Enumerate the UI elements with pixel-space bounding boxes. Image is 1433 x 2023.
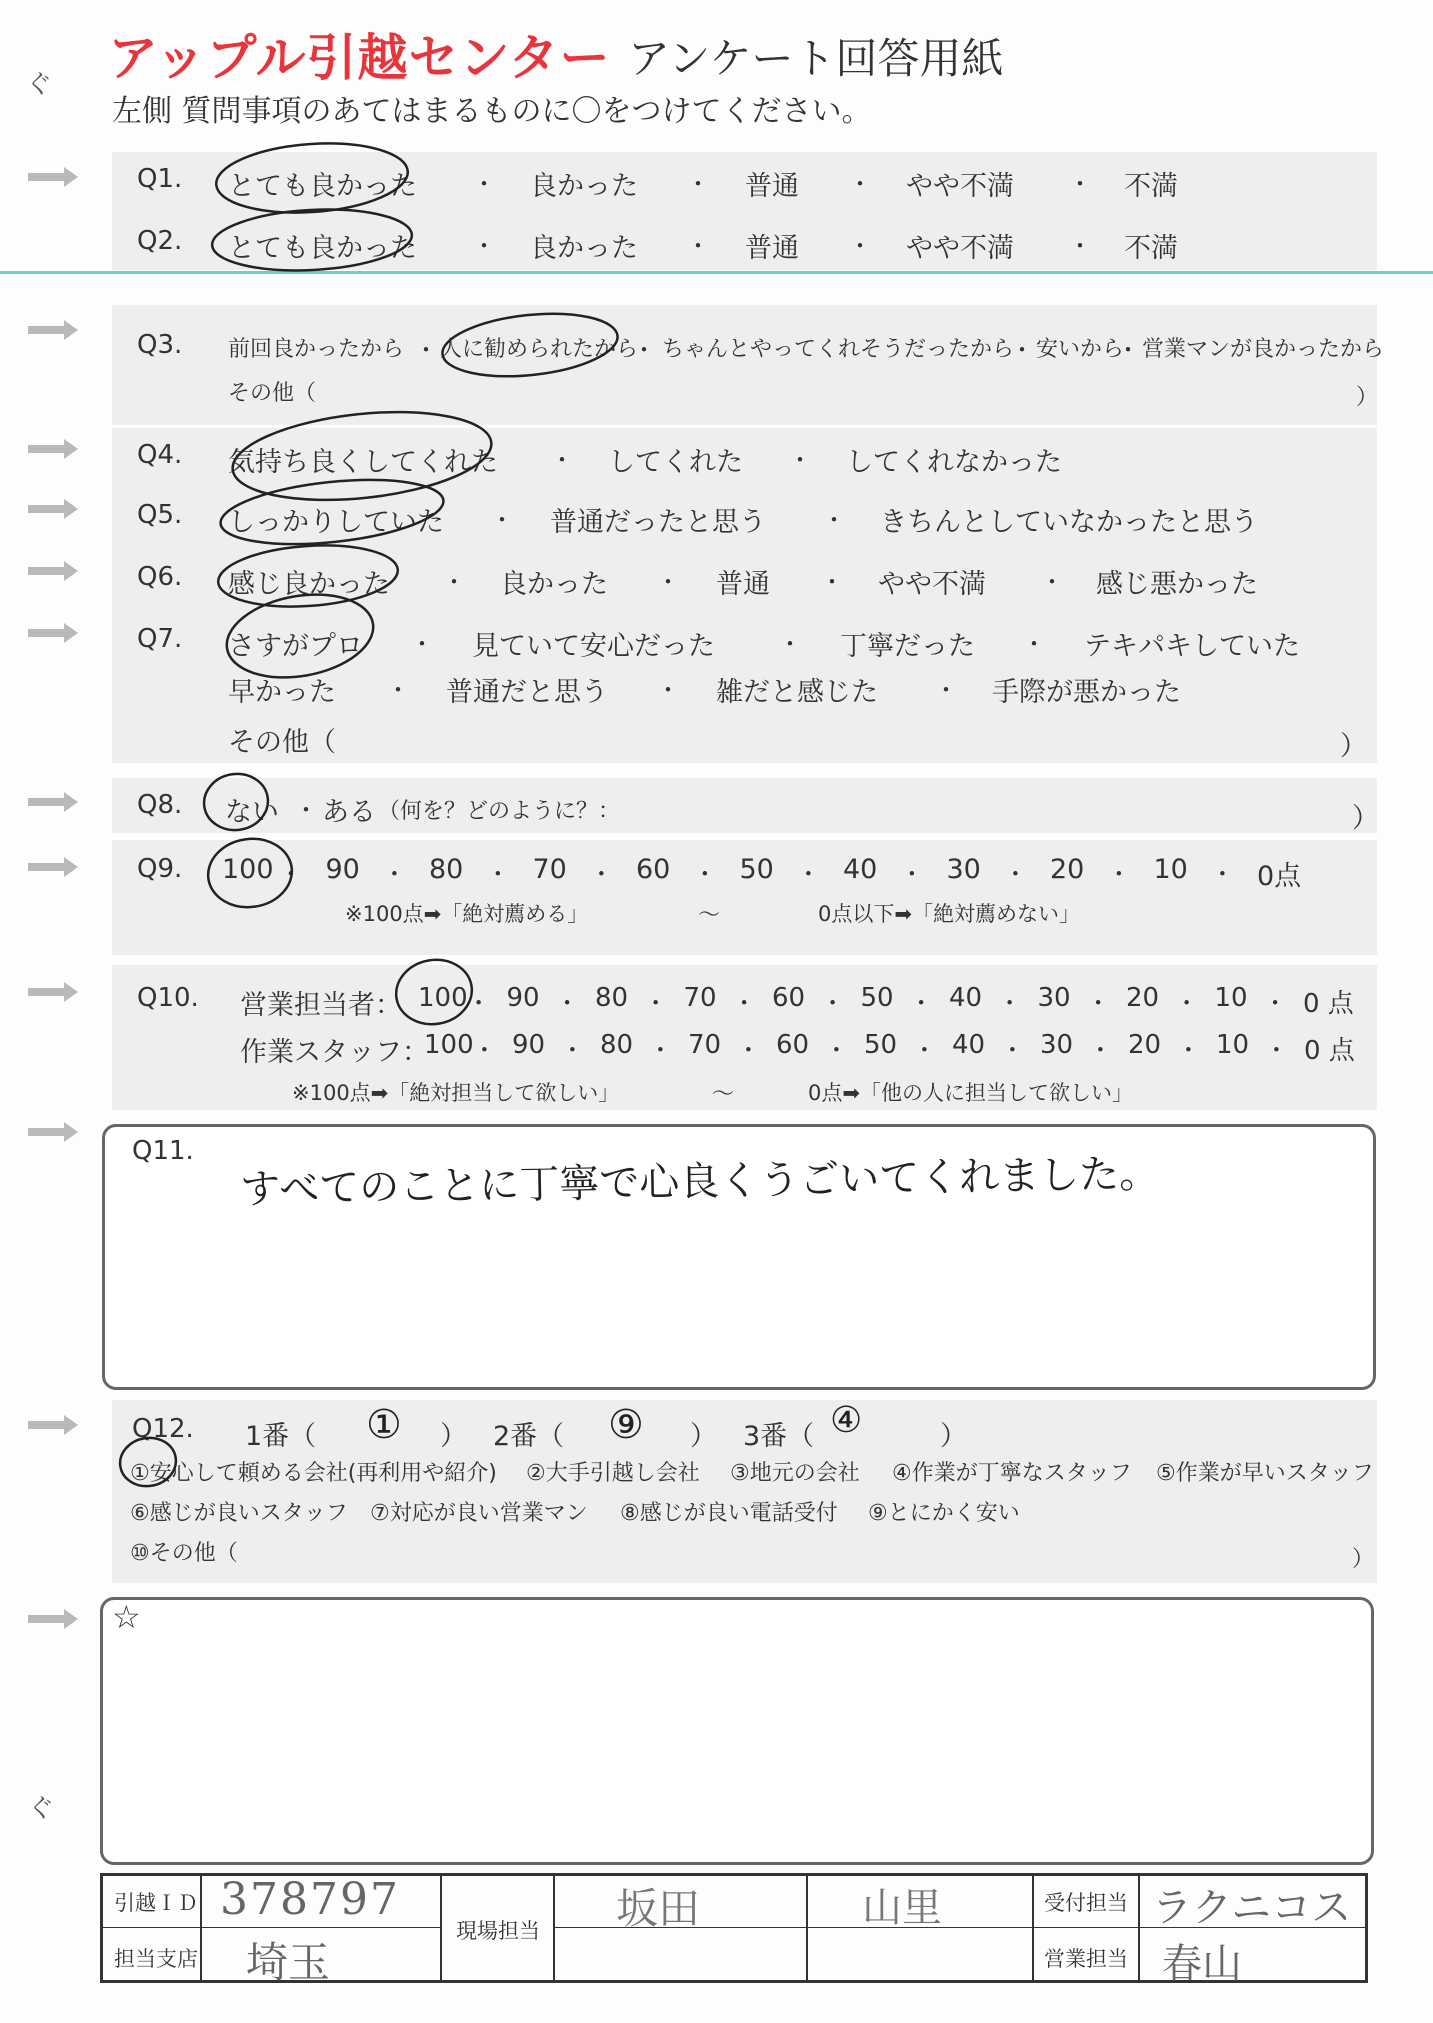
arrow-icon <box>28 795 78 809</box>
q12-rank1-label: 1番（ <box>245 1421 317 1452</box>
q7-option-3[interactable]: 丁寧だった <box>840 631 975 662</box>
q3-option-1[interactable]: 前回良かったから <box>228 337 405 362</box>
q9-score-2[interactable]: 80 <box>429 854 464 885</box>
q9-note-right: 0点以下➡「絶対薦めない」 <box>818 902 1080 926</box>
q10-staff-score-9[interactable]: 10 <box>1216 1030 1250 1060</box>
separator: ・ <box>550 446 574 474</box>
arrow-icon <box>28 1612 78 1626</box>
separator: ・ <box>822 506 846 534</box>
separator: ・ <box>490 506 514 534</box>
q10-staff-score-10[interactable]: 0 点 <box>1304 1036 1355 1066</box>
separator: ・ <box>820 568 844 596</box>
separator: ・ <box>1086 989 1111 1017</box>
q1-number: Q1. <box>137 164 183 194</box>
q10-note-left: ※100点➡「絶対担当して欲しい」 <box>292 1081 620 1105</box>
q3-option-2[interactable]: 人に勧められたから <box>440 337 639 362</box>
q12-choice-1[interactable]: ①安心して頼める会社(再利用や紹介) <box>130 1461 497 1486</box>
margin-pencil-mark: ぐ <box>28 1794 55 1824</box>
footer-divider <box>200 1873 202 1983</box>
q1-option-3[interactable]: 普通 <box>745 171 799 202</box>
q10-note-right: 0点➡「他の人に担当して欲しい」 <box>808 1081 1133 1105</box>
q6-option-1[interactable]: 感じ良かった <box>228 569 390 600</box>
q10-number: Q10. <box>137 983 199 1013</box>
separator: ・ <box>899 860 924 888</box>
q8-detail-close: ） <box>1352 803 1379 834</box>
separator: ・ <box>1010 336 1034 364</box>
q2-option-1[interactable]: とても良かった <box>228 233 417 264</box>
q10-sales-score-3[interactable]: 70 <box>683 983 717 1013</box>
q9-note-left: ※100点➡「絶対薦める」 <box>345 902 589 926</box>
q12-other-close: ） <box>1352 1547 1375 1572</box>
q4-option-3[interactable]: してくれなかった <box>846 447 1062 478</box>
q9-score-0[interactable]: 100 <box>222 854 274 885</box>
q6-option-3[interactable]: 普通 <box>716 569 770 600</box>
q9-note-mid: ～ <box>698 903 721 928</box>
q7-option-1[interactable]: さすがプロ <box>228 631 363 662</box>
separator: ・ <box>414 336 438 364</box>
q6-option-2[interactable]: 良かった <box>500 569 608 600</box>
arrow-icon <box>28 170 78 184</box>
q5-number: Q5. <box>137 500 183 530</box>
q2-number: Q2. <box>137 226 183 256</box>
separator: ・ <box>278 860 303 888</box>
q10-sales-score-9[interactable]: 10 <box>1214 983 1248 1013</box>
footer-divider <box>806 1873 808 1983</box>
q12-rank1-value[interactable]: ① <box>366 1402 402 1448</box>
separator: ・ <box>997 989 1022 1017</box>
q7-option-6[interactable]: 普通だと思う <box>446 677 608 708</box>
q1-option-1[interactable]: とても良かった <box>228 171 417 202</box>
q12-choice-9[interactable]: ⑨とにかく安い <box>868 1501 1020 1526</box>
q9-number: Q9. <box>137 854 183 884</box>
q12-choice-8[interactable]: ⑧感じが良い電話受付 <box>620 1501 838 1526</box>
q8-number: Q8. <box>137 790 183 820</box>
arrow-icon <box>28 564 78 578</box>
q12-choice-4[interactable]: ④作業が丁寧なスタッフ <box>892 1461 1132 1486</box>
q8-option-none[interactable]: ない <box>225 797 279 828</box>
q2-option-2[interactable]: 良かった <box>530 233 638 264</box>
footer-divider <box>100 1927 440 1928</box>
separator: ・ <box>692 860 717 888</box>
q12-rank2-label: 2番（ <box>493 1421 565 1452</box>
q9-score-3[interactable]: 70 <box>532 854 567 885</box>
q12-choice-6[interactable]: ⑥感じが良いスタッフ <box>130 1501 348 1526</box>
separator: ・ <box>820 989 845 1017</box>
separator: ・ <box>686 232 710 260</box>
separator: ・ <box>934 676 958 704</box>
separator: ・ <box>560 1036 585 1064</box>
sales-rep-value[interactable]: 春山 <box>1162 1941 1242 1987</box>
q7-other-label: その他（ <box>228 727 336 758</box>
q9-score-6[interactable]: 40 <box>843 854 878 885</box>
reception-label: 受付担当 <box>1044 1891 1128 1915</box>
q7-option-7[interactable]: 雑だと感じた <box>716 677 878 708</box>
q10-staff-score-8[interactable]: 20 <box>1128 1030 1162 1060</box>
q10-staff-score-4[interactable]: 60 <box>776 1030 810 1060</box>
separator: ・ <box>1264 1036 1289 1064</box>
form-title: アンケート回答用紙 <box>628 34 1004 83</box>
q11-handwritten-answer[interactable]: すべてのことに丁寧で心良くうごいてくれました。 <box>239 1150 1160 1214</box>
free-comment-box[interactable] <box>100 1597 1374 1865</box>
separator: ・ <box>410 630 434 658</box>
separator: ・ <box>1000 1036 1025 1064</box>
separator: ・ <box>909 989 934 1017</box>
q9-score-7[interactable]: 30 <box>946 854 981 885</box>
q1-option-5[interactable]: 不満 <box>1124 171 1178 202</box>
q10-staff-score-6[interactable]: 40 <box>952 1030 986 1060</box>
separator: ・ <box>1068 232 1092 260</box>
reception-value[interactable]: ラクニコス <box>1152 1885 1352 1931</box>
separator: ・ <box>472 1036 497 1064</box>
separator: ・ <box>1174 989 1199 1017</box>
move-id-value[interactable]: 378797 <box>220 1874 400 1925</box>
separator: ・ <box>912 1036 937 1064</box>
q10-staff-score-2[interactable]: 80 <box>600 1030 634 1060</box>
site-staff-1[interactable]: 坂田 <box>616 1884 701 1933</box>
q3-band <box>112 305 1377 425</box>
q10-staff-label: 作業スタッフ： <box>240 1037 429 1068</box>
q6-option-4[interactable]: やや不満 <box>878 569 986 600</box>
sales-rep-label: 営業担当 <box>1044 1947 1128 1971</box>
separator: ・ <box>485 860 510 888</box>
q7-option-2[interactable]: 見ていて安心だった <box>472 631 715 662</box>
q7-number: Q7. <box>137 624 183 654</box>
separator: ・ <box>1263 989 1288 1017</box>
q1-option-2[interactable]: 良かった <box>530 171 638 202</box>
q12-choice-7[interactable]: ⑦対応が良い営業マン <box>370 1501 588 1526</box>
q7-other-close: ） <box>1340 731 1367 762</box>
q2-option-5[interactable]: 不満 <box>1124 233 1178 264</box>
arrow-icon <box>28 626 78 640</box>
separator: ・ <box>848 170 872 198</box>
company-logo-title: アップル引越センター <box>108 29 611 87</box>
q9-score-5[interactable]: 50 <box>739 854 774 885</box>
separator: ・ <box>632 336 656 364</box>
q10-sales-score-4[interactable]: 60 <box>772 983 806 1013</box>
site-staff-2[interactable]: 山里 <box>862 1885 942 1931</box>
q10-sales-label: 営業担当者： <box>240 990 402 1021</box>
separator: ・ <box>778 630 802 658</box>
q9-score-10[interactable]: 0点 <box>1257 861 1302 892</box>
q2-option-4[interactable]: やや不満 <box>906 233 1014 264</box>
q11-number: Q11. <box>132 1136 194 1166</box>
arrow-icon <box>28 442 78 456</box>
scan-line <box>0 271 1433 274</box>
q10-sales-score-2[interactable]: 80 <box>595 983 629 1013</box>
q10-sales-score-6[interactable]: 40 <box>949 983 983 1013</box>
q12-rank3-close: ） <box>940 1421 967 1452</box>
star-icon: ☆ <box>112 1598 141 1636</box>
arrow-icon <box>28 502 78 516</box>
q3-option-3[interactable]: ちゃんとやってくれそうだったから <box>662 337 1015 362</box>
q12-choice-2[interactable]: ②大手引越し会社 <box>526 1461 700 1486</box>
separator: ・ <box>1116 336 1140 364</box>
q2-option-3[interactable]: 普通 <box>745 233 799 264</box>
arrow-icon <box>28 1418 78 1432</box>
q12-rank2-close: ） <box>690 1421 717 1452</box>
separator: ・ <box>686 170 710 198</box>
separator: ・ <box>555 989 580 1017</box>
arrow-icon <box>28 860 78 874</box>
separator: ・ <box>1040 568 1064 596</box>
separator: ・ <box>788 446 812 474</box>
q10-sales-score-10[interactable]: 0 点 <box>1303 989 1354 1019</box>
q7-option-4[interactable]: テキパキしていた <box>1084 631 1300 662</box>
separator: ・ <box>848 232 872 260</box>
arrow-icon <box>28 1125 78 1139</box>
separator: ・ <box>656 568 680 596</box>
q10-staff-score-1[interactable]: 90 <box>512 1030 546 1060</box>
q3-other-close: ） <box>1356 385 1379 410</box>
q3-number: Q3. <box>137 330 183 360</box>
q9-score-8[interactable]: 20 <box>1050 854 1085 885</box>
q9-score-4[interactable]: 60 <box>636 854 671 885</box>
separator: ・ <box>736 1036 761 1064</box>
q7-option-5[interactable]: 早かった <box>228 677 336 708</box>
arrow-icon <box>28 985 78 999</box>
separator: ・ <box>466 989 491 1017</box>
separator: ・ <box>1022 630 1046 658</box>
separator: ・ <box>796 860 821 888</box>
q10-staff-score-5[interactable]: 50 <box>864 1030 898 1060</box>
separator: ・ <box>382 860 407 888</box>
q4-number: Q4. <box>137 440 183 470</box>
q10-note-mid: ～ <box>712 1082 735 1107</box>
separator: ・ <box>732 989 757 1017</box>
q3-other-label: その他（ <box>228 381 317 406</box>
separator: ・ <box>386 676 410 704</box>
q7-option-8[interactable]: 手際が悪かった <box>992 677 1181 708</box>
separator: ・ <box>1106 860 1131 888</box>
branch-value[interactable]: 埼玉 <box>246 1938 331 1987</box>
q1-option-4[interactable]: やや不満 <box>906 171 1014 202</box>
q12-choice-10[interactable]: ⑩その他（ <box>130 1541 238 1566</box>
separator: ・ <box>1210 860 1235 888</box>
q10-sales-score-1[interactable]: 90 <box>506 983 540 1013</box>
separator: ・ <box>294 796 318 824</box>
separator: ・ <box>472 232 496 260</box>
q6-number: Q6. <box>137 562 183 592</box>
q8-option-some[interactable]: ある <box>322 797 376 828</box>
q12-rank3-value[interactable]: ④ <box>830 1400 863 1441</box>
separator: ・ <box>824 1036 849 1064</box>
separator: ・ <box>1003 860 1028 888</box>
move-id-label: 引越ＩＤ <box>114 1891 198 1915</box>
separator: ・ <box>442 568 466 596</box>
q10-sales-score-5[interactable]: 50 <box>860 983 894 1013</box>
q3-option-5[interactable]: 営業マンが良かったから <box>1142 337 1385 362</box>
q12-rank2-value[interactable]: ⑨ <box>608 1402 644 1448</box>
footer-divider <box>1032 1873 1034 1983</box>
footer-divider <box>440 1873 442 1983</box>
separator: ・ <box>1088 1036 1113 1064</box>
q4-option-2[interactable]: してくれた <box>608 447 743 478</box>
q12-rank3-label: 3番（ <box>743 1421 815 1452</box>
q12-choice-5[interactable]: ⑤作業が早いスタッフ <box>1156 1461 1374 1486</box>
instruction-text: 左側 質問事項のあてはまるものに〇をつけてください。 <box>112 94 872 129</box>
q12-number: Q12. <box>132 1414 194 1444</box>
q5-option-2[interactable]: 普通だったと思う <box>550 507 766 538</box>
q10-sales-score-7[interactable]: 30 <box>1037 983 1071 1013</box>
q5-option-1[interactable]: しっかりしていた <box>228 507 444 538</box>
q4-option-1[interactable]: 気持ち良くしてくれた <box>228 447 498 478</box>
q8-detail-label: （何を？どのように？： <box>378 799 621 824</box>
q10-staff-score-0[interactable]: 100 <box>424 1030 474 1060</box>
q12-rank1-close: ） <box>440 1421 467 1452</box>
q9-score-9[interactable]: 10 <box>1153 854 1188 885</box>
branch-label: 担当支店 <box>114 1947 198 1971</box>
margin-pencil-mark: ぐ <box>26 70 53 100</box>
separator: ・ <box>589 860 614 888</box>
separator: ・ <box>643 989 668 1017</box>
q12-choice-3[interactable]: ③地元の会社 <box>730 1461 860 1486</box>
separator: ・ <box>648 1036 673 1064</box>
q9-score-1[interactable]: 90 <box>325 854 360 885</box>
q10-staff-score-3[interactable]: 70 <box>688 1030 722 1060</box>
q5-option-3[interactable]: きちんとしていなかったと思う <box>880 507 1258 538</box>
q10-staff-score-7[interactable]: 30 <box>1040 1030 1074 1060</box>
separator: ・ <box>1176 1036 1201 1064</box>
separator: ・ <box>1068 170 1092 198</box>
arrow-icon <box>28 323 78 337</box>
separator: ・ <box>656 676 680 704</box>
site-staff-label: 現場担当 <box>456 1919 540 1943</box>
q6-option-5[interactable]: 感じ悪かった <box>1096 569 1258 600</box>
q10-sales-score-8[interactable]: 20 <box>1126 983 1160 1013</box>
q10-sales-score-0[interactable]: 100 <box>418 983 468 1013</box>
separator: ・ <box>472 170 496 198</box>
q3-option-4[interactable]: 安いから <box>1036 337 1125 362</box>
footer-divider <box>553 1873 555 1983</box>
footer-divider <box>1138 1873 1140 1983</box>
